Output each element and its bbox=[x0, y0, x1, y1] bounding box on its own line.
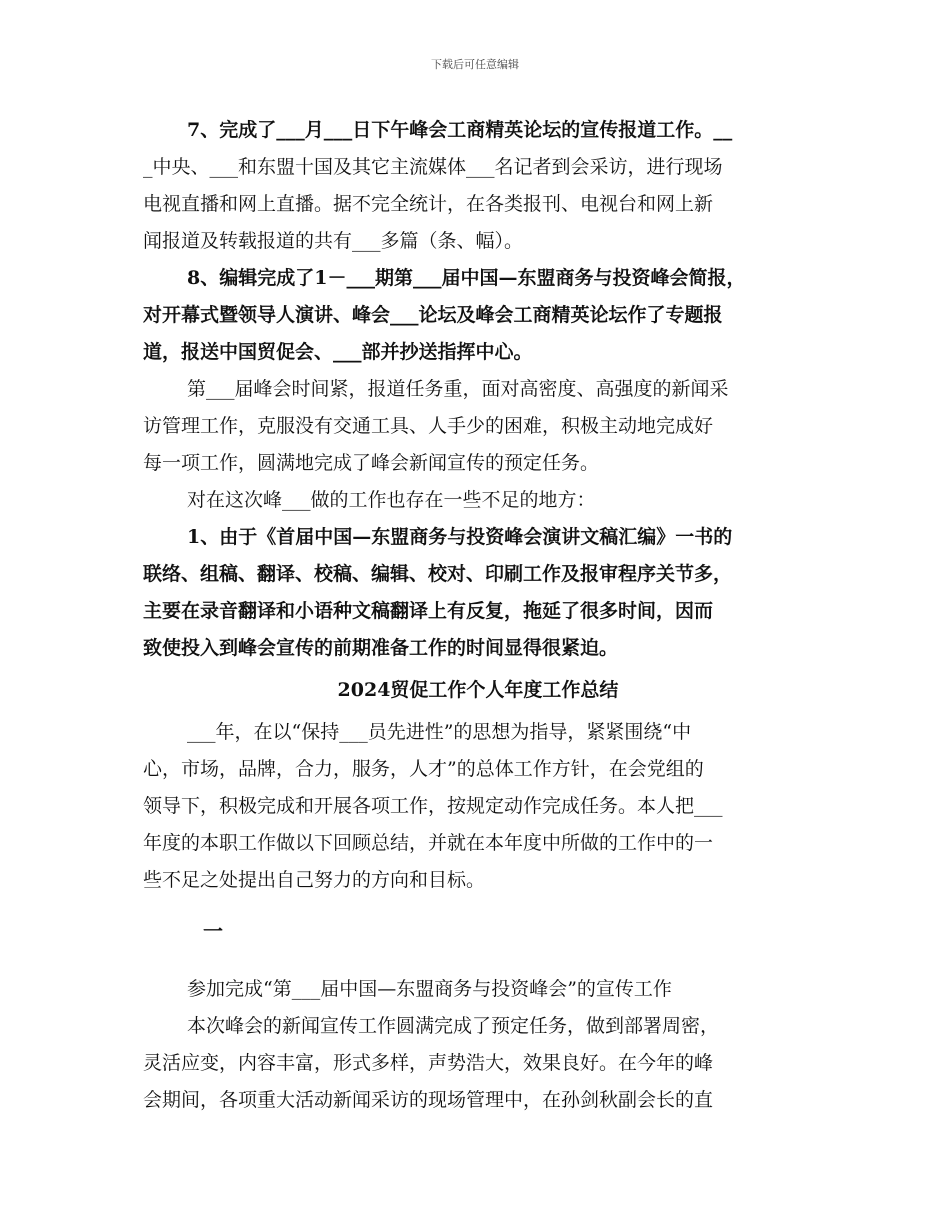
text-line: _中央、___和东盟十国及其它主流媒体___名记者到会采访，进行现场 bbox=[143, 156, 723, 178]
text-line: ___年，在以“保持___员先进性”的思想为指导，紧紧围绕“中 bbox=[187, 721, 692, 743]
text-line: 1、由于《首届中国—东盟商务与投资峰会演讲文稿汇编》一书的 bbox=[187, 526, 733, 548]
text-line: 对开幕式暨领导人演讲、峰会___论坛及峰会工商精英论坛作了专题报 bbox=[143, 304, 723, 326]
text-line: 致使投入到峰会宣传的前期准备工作的时间显得很紧迫。 bbox=[143, 637, 619, 659]
text-line: 访管理工作，克服没有交通工具、人手少的困难，积极主动地完成好 bbox=[143, 415, 714, 437]
text-line: 领导下，积极完成和开展各项工作，按规定动作完成任务。本人把___ bbox=[143, 795, 723, 817]
text-line: 年度的本职工作做以下回顾总结，并就在本年度中所做的工作中的一 bbox=[143, 832, 714, 854]
text-line: 主要在录音翻译和小语种文稿翻译上有反复，拖延了很多时间，因而 bbox=[143, 600, 714, 622]
text-line: 电视直播和网上直播。据不完全统计，在各类报刊、电视台和网上新 bbox=[143, 193, 714, 215]
text-line: 道，报送中国贸促会、___部并抄送指挥中心。 bbox=[143, 341, 533, 363]
page-header-note: 下载后可任意编辑 bbox=[431, 58, 519, 71]
text-line: 心，市场，品牌，合力，服务，人才”的总体工作方针，在会党组的 bbox=[143, 758, 704, 780]
document-title: 2024贸促工作个人年度工作总结 bbox=[337, 679, 619, 701]
text-line: 每一项工作，圆满地完成了峰会新闻宣传的预定任务。 bbox=[143, 452, 600, 474]
text-line: 对在这次峰___做的工作也存在一些不足的地方： bbox=[187, 489, 596, 511]
paragraph-item-7 bbox=[143, 112, 813, 260]
paragraph-section-heading bbox=[143, 971, 813, 1008]
paragraph-intro bbox=[143, 714, 813, 899]
text-line: 参加完成“第___届中国—东盟商务与投资峰会”的宣传工作 bbox=[187, 978, 672, 1000]
paragraph-shortcomings-intro bbox=[143, 482, 813, 519]
paragraph-shortcoming-1 bbox=[143, 519, 813, 667]
text-line: 7、完成了___月___日下午峰会工商精英论坛的宣传报道工作。__ bbox=[187, 119, 733, 141]
document-body bbox=[143, 112, 813, 1119]
section-number: 一 bbox=[203, 919, 223, 943]
paragraph-summary bbox=[143, 371, 813, 482]
text-line: 本次峰会的新闻宣传工作圆满完成了预定任务，做到部署周密， bbox=[187, 1015, 720, 1037]
text-line: 灵活应变，内容丰富，形式多样，声势浩大，效果良好。在今年的峰 bbox=[143, 1052, 714, 1074]
text-line: 闻报道及转载报道的共有___多篇（条、幅）。 bbox=[143, 230, 524, 252]
paragraph-section-body bbox=[143, 1008, 813, 1119]
paragraph-item-8 bbox=[143, 260, 813, 371]
text-line: 第___届峰会时间紧，报道任务重，面对高密度、高强度的新闻采 bbox=[187, 378, 729, 400]
text-line: 些不足之处提出自己努力的方向和目标。 bbox=[143, 869, 486, 891]
text-line: 会期间，各项重大活动新闻采访的现场管理中，在孙剑秋副会长的直 bbox=[143, 1089, 714, 1111]
text-line: 8、编辑完成了1－___期第___届中国—东盟商务与投资峰会简报， bbox=[187, 267, 746, 289]
text-line: 联络、组稿、翻译、校稿、编辑、校对、印刷工作及报审程序关节多， bbox=[143, 563, 733, 585]
